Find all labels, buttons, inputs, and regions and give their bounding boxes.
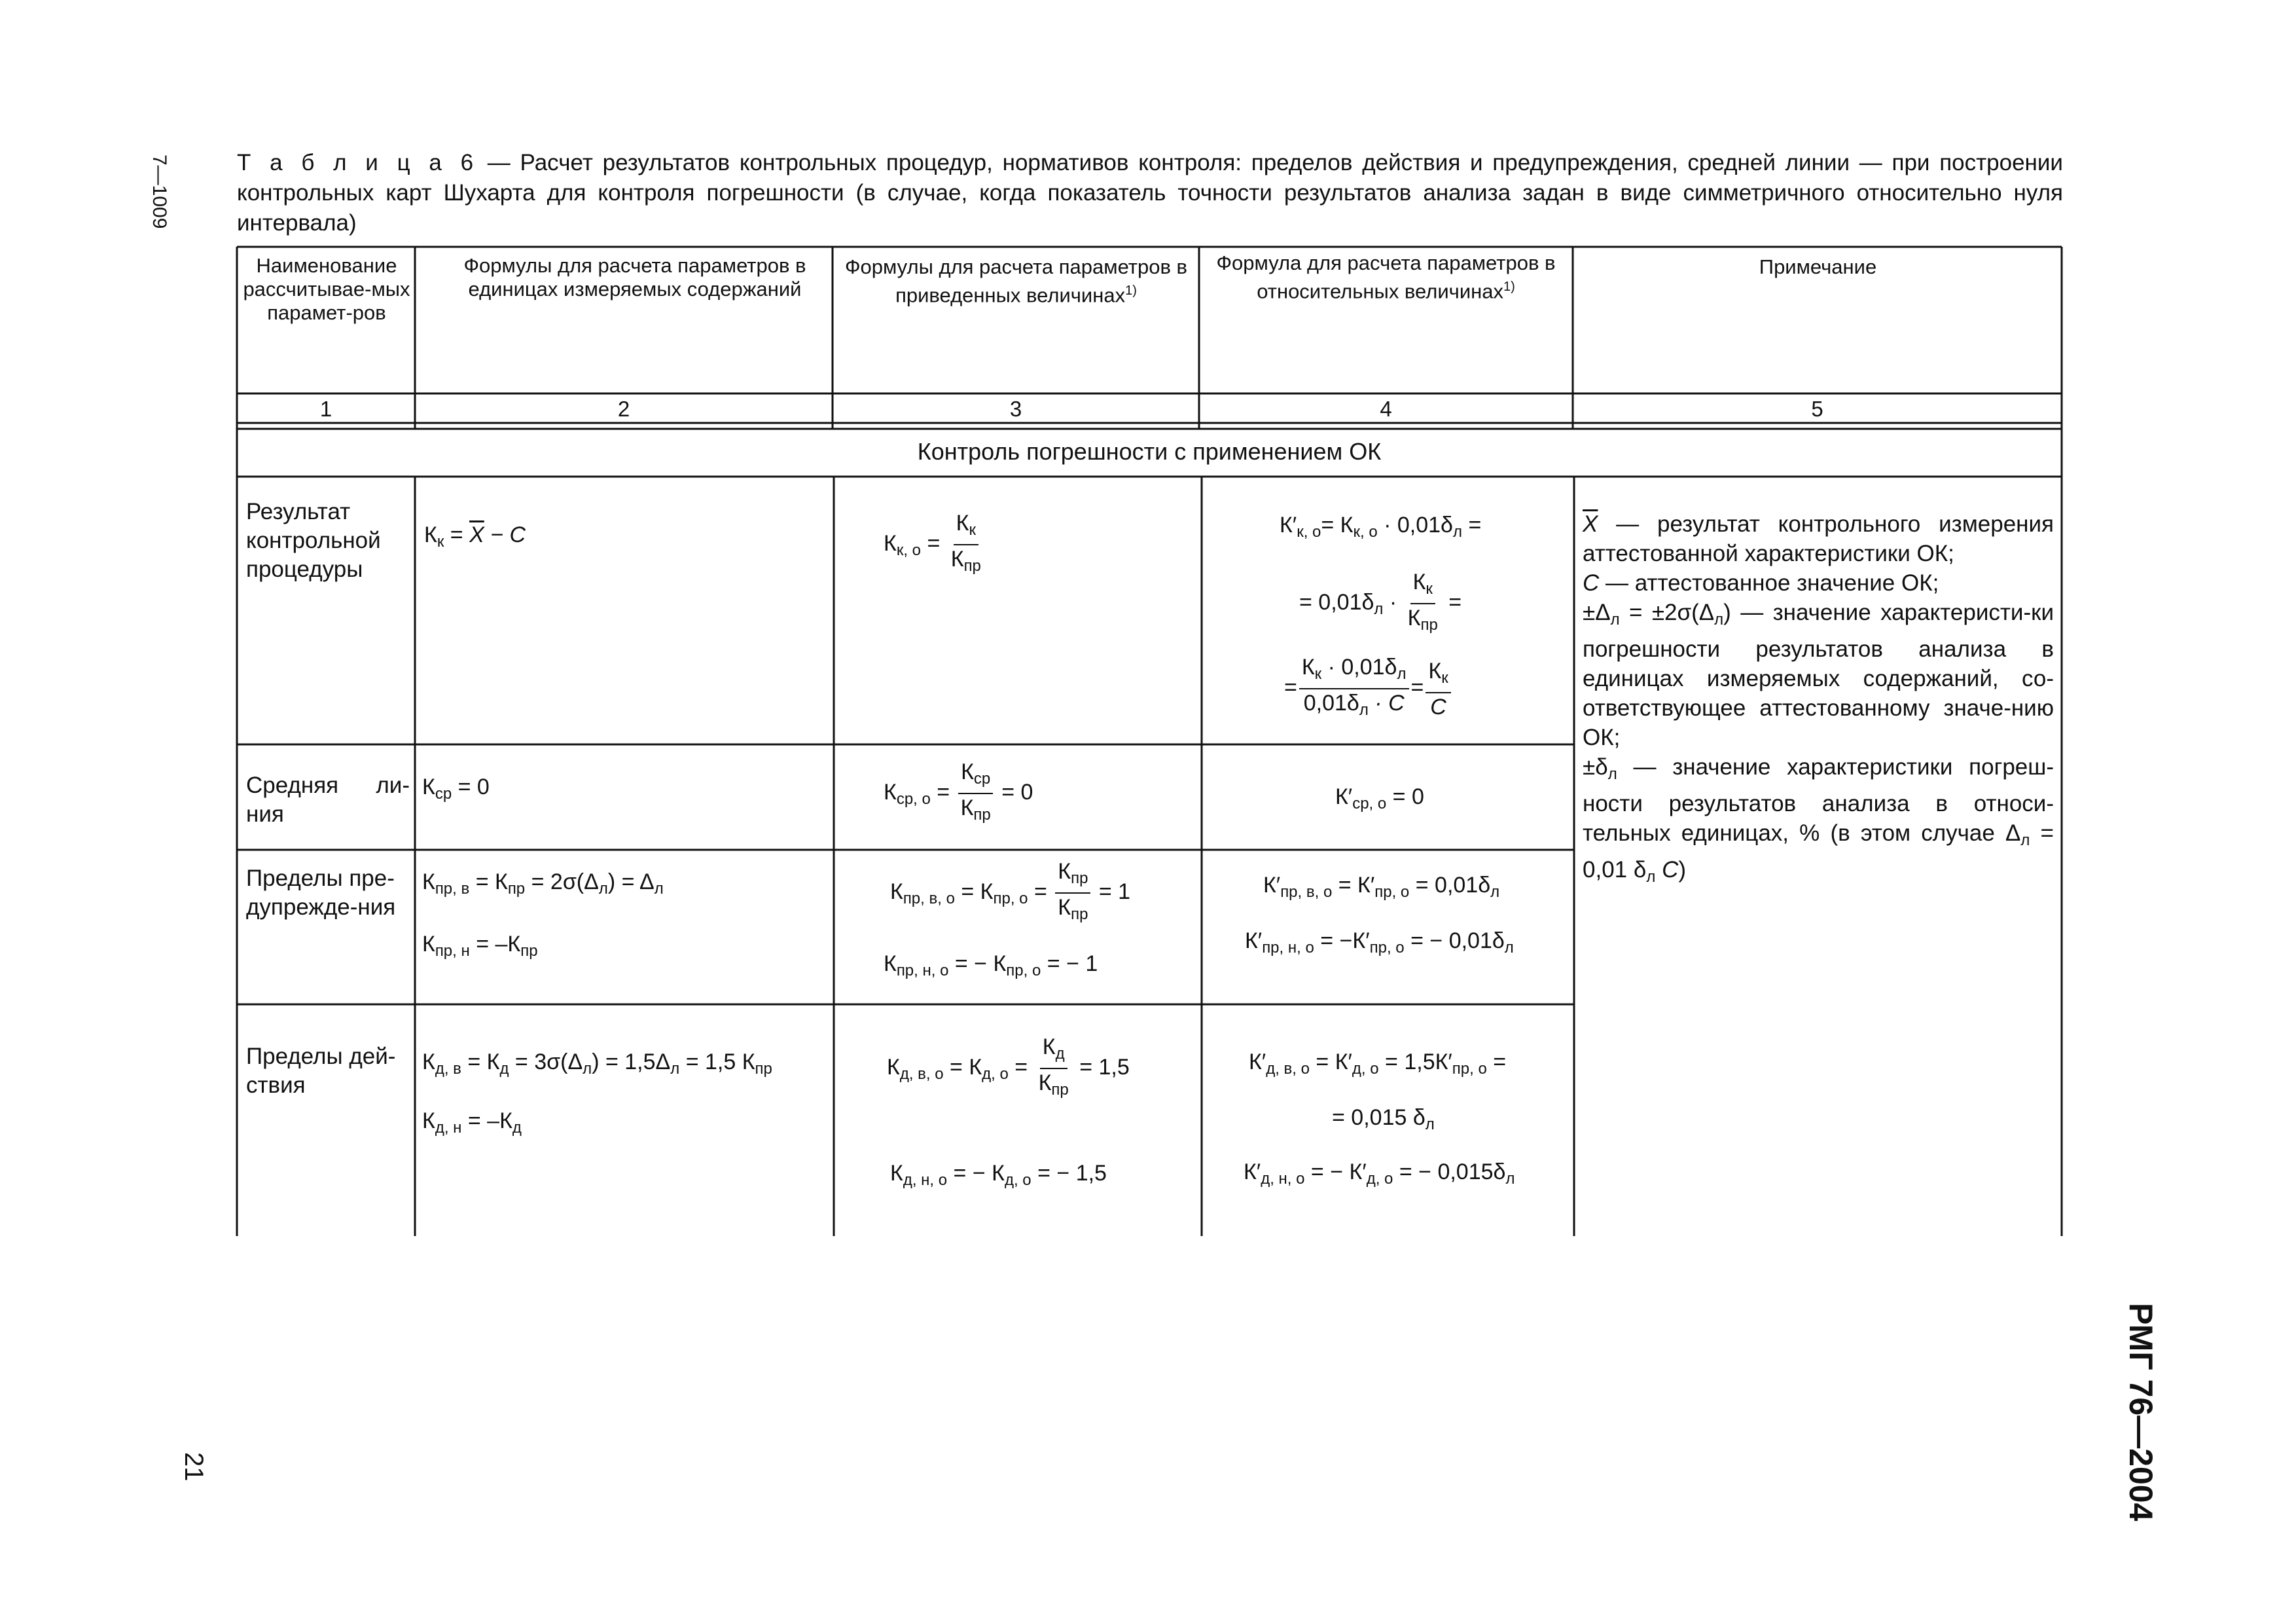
formula-sub: к, о (896, 541, 921, 559)
formula-sub: ср, о (1352, 795, 1387, 812)
formula-part: К (422, 869, 435, 894)
header-col3-footnote: 1) (1125, 283, 1137, 298)
print-code: 7—1009 (149, 155, 170, 229)
formula-part: = (1486, 1049, 1507, 1074)
header-col4-footnote: 1) (1503, 280, 1515, 294)
header-col5: Примечание (1759, 255, 1877, 278)
formula-sub: пр, о (1452, 1060, 1487, 1078)
formula-part: 0,01δ (1303, 691, 1359, 716)
formula-part: = − 0,01δ (1404, 928, 1505, 953)
formula-fraction (1426, 659, 1450, 720)
note-text: ±δ (1583, 754, 1608, 780)
formula-sub: д, о (982, 1065, 1009, 1083)
formula-part: К (960, 795, 974, 820)
formula-sub: д, н (435, 1119, 462, 1137)
formula-sub: л (1374, 600, 1384, 618)
row-center-col3-formula (884, 759, 1033, 828)
note-paragraph (1583, 598, 2054, 752)
row-action-col3-line1 (887, 1034, 1130, 1103)
row-result-col3-formula (884, 511, 986, 579)
fraction-denominator: C (1430, 694, 1446, 720)
note-text: — значение характеристики погреш-ности результатов анализа в относи-тельных единицах, % (в этом случае (1583, 754, 2054, 846)
formula-sub: к (437, 533, 444, 551)
column-number-2: 2 (617, 397, 630, 421)
row-result-col4-line1 (1280, 511, 1481, 547)
note-paragraph (1583, 752, 2054, 892)
formula-sub: д, о (1352, 1060, 1379, 1078)
formula-sub: л (1425, 1116, 1435, 1133)
formula-part: = 0 (452, 775, 490, 799)
row-action-col4-line1 (1249, 1048, 1506, 1084)
page-number: 21 (179, 1452, 208, 1482)
row-result-col4-line2 (1299, 570, 1462, 638)
formula-fraction (1055, 859, 1090, 927)
note-sub: л (1714, 611, 1724, 629)
formula-part: К (422, 932, 435, 957)
row-center-col4-formula (1335, 782, 1424, 818)
formula-part: = (1442, 589, 1462, 615)
formula-sub: л (583, 1060, 592, 1078)
row-warning-col4-line1 (1263, 871, 1499, 907)
formula-sub: д, н, о (903, 1171, 948, 1189)
fraction-denominator (1405, 604, 1441, 638)
row-warning-col3-line2 (884, 949, 1098, 985)
formula-part: = 1 (1092, 879, 1131, 904)
formula-sub: д (499, 1060, 509, 1078)
note-text: — результат контрольного измерения аттестованной характеристики ОК; (1583, 511, 2054, 566)
formula-part: К (1042, 1034, 1056, 1059)
column-number-1: 1 (319, 397, 332, 421)
formula-part: К (1058, 859, 1071, 884)
formula-part: = 0 (995, 779, 1033, 805)
formula-fraction (1299, 655, 1409, 723)
column-number-4: 4 (1380, 397, 1392, 421)
formula-sub: л (1359, 701, 1369, 719)
section-title: Контроль погрешности с применением ОК (917, 438, 1382, 465)
formula-sub: пр (507, 880, 526, 898)
formula-part: К (890, 879, 903, 904)
formula-sub: пр, о (1369, 939, 1405, 957)
header-col3-text: Формулы для расчета параметров в приведенных величинах (844, 255, 1188, 307)
formula-sub: к, о (1297, 523, 1321, 541)
formula-sub: л (1504, 939, 1514, 957)
formula-part: · C (1368, 691, 1405, 716)
note-text: ) — значение характеристи-ки погрешности результатов анализа в единицах измеряемых содержаний, со-ответствующее аттестованному значе-нию ОК; (1583, 600, 2054, 750)
formula-sub: л (598, 880, 608, 898)
formula-part: К′ (1263, 873, 1281, 898)
formula-part: = К (469, 869, 508, 894)
formula-sub: л (670, 1060, 680, 1078)
formula-part: К (884, 530, 897, 556)
fraction-denominator (948, 545, 984, 579)
document-code: РМГ 76—2004 (2123, 1303, 2159, 1522)
formula-part: К (1412, 570, 1426, 594)
formula-part: = –К (461, 1108, 512, 1133)
formula-part: = К (461, 1049, 500, 1074)
formula-sub: ср (435, 785, 452, 803)
formula-sub: ср, о (896, 790, 931, 808)
formula-part: = 0,01δ (1299, 589, 1374, 615)
note-text: ±Δ (1583, 600, 1611, 625)
formula-part: = 0,015 δ (1332, 1105, 1426, 1130)
row-action-col2-line1 (422, 1048, 772, 1084)
formula-sub: пр, в, о (1280, 883, 1333, 901)
formula-part: = (1410, 674, 1424, 700)
formula-part: К′ (1335, 784, 1353, 809)
formula-sub: ср (973, 770, 991, 788)
formula-sub: пр, в (435, 880, 470, 898)
formula-xbar: $\overline{X}$ (469, 522, 484, 547)
formula-part: ) = Δ (607, 869, 655, 894)
row-center-name: Средняя ли-ния (246, 773, 410, 827)
formula-sub: л (1453, 523, 1463, 541)
formula-sub: д, о (1366, 1170, 1393, 1188)
formula-part: К (950, 547, 964, 572)
fraction-denominator (958, 794, 994, 828)
formula-sub: л (654, 880, 664, 898)
row-warning-name: Пределы пре-дупрежде-ния (246, 866, 396, 920)
formula-part: = 0,01δ (1409, 873, 1491, 898)
formula-part: · 0,01δ (1377, 513, 1453, 538)
formula-sub: к (1426, 580, 1433, 598)
formula-part: К (1428, 658, 1442, 684)
formula-part: К (424, 522, 437, 547)
note-text: = 0,01 δ (1583, 820, 2054, 883)
header-col3 (844, 255, 1188, 307)
formula-part: = К′ (1309, 1049, 1352, 1074)
formula-part: · (1383, 589, 1403, 615)
note-sub: л (1607, 765, 1617, 783)
formula-part: К′ (1249, 1049, 1266, 1074)
row-result-col4-line3 (1284, 655, 1453, 723)
fraction-numerator (954, 511, 978, 545)
formula-part: = − К (947, 1161, 1005, 1186)
formula-fraction (948, 511, 984, 579)
fraction-numerator (1055, 859, 1090, 894)
formula-part: К (890, 1161, 903, 1186)
formula-sub: пр (1420, 616, 1438, 634)
formula-part: К (956, 511, 969, 536)
formula-sub: л (1397, 665, 1407, 683)
formula-sub: д, н, о (1261, 1170, 1305, 1188)
formula-sub: к, о (1353, 523, 1378, 541)
row-action-col4-line3 (1244, 1158, 1515, 1194)
formula-sub: д, в (435, 1060, 461, 1078)
formula-sub: пр, о (1006, 962, 1041, 979)
formula-part: К (1038, 1070, 1052, 1095)
formula-part: = − 1,5 (1031, 1161, 1107, 1186)
formula-part: = 1,5 (1073, 1054, 1130, 1080)
formula-sub: л (1490, 883, 1500, 901)
note-variable: C (1655, 857, 1679, 883)
formula-part: К (961, 759, 974, 784)
row-warning-col2-line1 (422, 867, 664, 903)
row-action-col3-line2 (890, 1159, 1107, 1195)
formula-fraction (1036, 1034, 1071, 1103)
formula-part: К (422, 775, 435, 799)
row-result-name: Результат контрольной процедуры (246, 499, 381, 582)
formula-part: К (884, 779, 897, 805)
formula-sub: пр (973, 806, 991, 824)
formula-part: К (422, 1108, 435, 1133)
note-sub: л (2020, 831, 2030, 849)
formula-part: − C (484, 522, 526, 547)
formula-sub: пр, о (1374, 883, 1410, 901)
row-warning-col4-line2 (1245, 926, 1514, 962)
formula-sub: д, в, о (1266, 1060, 1310, 1078)
formula-part: = (930, 779, 956, 805)
row-action-col2-line2 (422, 1106, 522, 1142)
formula-sub: д, в, о (899, 1065, 944, 1083)
note-text: — аттестованное значение ОК; (1599, 570, 1939, 596)
formula-sub: пр, н, о (896, 962, 949, 979)
formula-part: К (887, 1054, 900, 1080)
formula-sub: д (1055, 1045, 1065, 1063)
formula-sub: пр, н, о (1262, 939, 1314, 957)
formula-part: = − К (948, 951, 1007, 976)
formula-sub: пр (963, 557, 981, 575)
formula-part: = К′ (1332, 873, 1375, 898)
formula-part: = (1462, 513, 1482, 538)
formula-sub: пр, в, о (903, 889, 955, 907)
formula-sub: пр (520, 942, 538, 960)
note-paragraph (1583, 568, 2054, 598)
formula-part: К′ (1280, 513, 1297, 538)
formula-sub: пр, н (435, 942, 470, 960)
formula-part: = 1,5К′ (1378, 1049, 1452, 1074)
formula-sub: пр (1071, 905, 1088, 923)
row-action-col4-line2 (1332, 1103, 1435, 1139)
formula-part: = К (943, 1054, 982, 1080)
row-action-name: Пределы дей-ствия (246, 1044, 396, 1098)
formula-sub: д, о (1004, 1171, 1031, 1189)
formula-part: = 2σ(Δ (525, 869, 599, 894)
formula-sub: пр (1051, 1081, 1069, 1099)
note-sub: л (1610, 611, 1620, 629)
header-col1: Наименование рассчитывае-мых парамет-ров (243, 254, 410, 324)
formula-part: = 0 (1386, 784, 1424, 809)
formula-part: К (1058, 895, 1071, 920)
formula-part: = 3σ(Δ (509, 1049, 583, 1074)
fraction-numerator (1299, 655, 1409, 689)
formula-part: = 1,5 К (679, 1049, 755, 1074)
formula-part: = (1028, 879, 1054, 904)
formula-part: = (1284, 674, 1297, 700)
formula-part: = (444, 522, 470, 547)
formula-sub: л (1505, 1170, 1515, 1188)
formula-sub: к (1441, 668, 1448, 687)
caption-label: Т а б л и ц а 6 (237, 150, 478, 175)
formula-part: К (1407, 606, 1421, 630)
note-sub: л (1646, 868, 1656, 886)
note-variable: $\overline{X}$ (1583, 511, 1598, 537)
header-col4-text: Формула для расчета параметров в относительных величинах (1216, 251, 1556, 303)
formula-part: = –К (469, 932, 521, 957)
formula-part: = К (954, 879, 994, 904)
fraction-numerator (958, 759, 993, 794)
formula-part: = − 0,015δ (1393, 1159, 1506, 1184)
fraction-denominator (1301, 689, 1407, 723)
formula-part: = (1008, 1054, 1034, 1080)
fraction-numerator (1426, 659, 1450, 693)
note-paragraph (1583, 509, 2054, 568)
formula-sub: к (1314, 665, 1322, 683)
row-warning-col3-line1 (890, 859, 1130, 927)
formula-part: = (921, 530, 946, 556)
column-number-3: 3 (1009, 397, 1022, 421)
formula-sub: д (512, 1119, 522, 1137)
formula-part: ) = 1,5Δ (592, 1049, 671, 1074)
note-text: Δ (2005, 820, 2021, 846)
header-col4 (1211, 251, 1561, 303)
fraction-denominator (1036, 1069, 1071, 1103)
formula-part: К′ (1245, 928, 1263, 953)
note-variable: C (1583, 570, 1600, 596)
formula-sub: пр, о (993, 889, 1028, 907)
fraction-numerator (1410, 570, 1435, 604)
formula-sub: пр (1071, 869, 1088, 887)
fraction-numerator (1040, 1034, 1067, 1069)
notes-cell (1583, 509, 2054, 892)
header-col2: Формулы для расчета параметров в единицах измеряемых содержаний (463, 254, 806, 301)
note-text: = ±2σ(Δ (1619, 600, 1715, 625)
formula-part: К (884, 951, 897, 976)
fraction-denominator (1055, 894, 1090, 927)
column-number-5: 5 (1811, 397, 1823, 421)
row-center-col2-formula (422, 773, 490, 809)
formula-sub: к (969, 521, 976, 539)
formula-sub: пр (755, 1060, 772, 1078)
note-text: ) (1678, 857, 1686, 883)
formula-part: К (422, 1049, 435, 1074)
formula-part: = К (1321, 513, 1354, 538)
row-warning-col2-line2 (422, 930, 538, 966)
formula-fraction (958, 759, 994, 828)
formula-part: = −К′ (1314, 928, 1370, 953)
formula-part: К (1301, 655, 1315, 680)
formula-part: · 0,01δ (1321, 655, 1397, 680)
formula-fraction (1405, 570, 1441, 638)
row-result-col2-formula (424, 520, 526, 556)
formula-part: = − К′ (1304, 1159, 1367, 1184)
caption-text: — Расчет результатов контрольных процедур, нормативов контроля: пределов действия и предупреждения, средней линии — при построении контрольных карт Шухарта для контроля погрешности (в случае, когда показатель точности результатов анализа задан в виде симметричного относительно нуля интервала) (237, 150, 2063, 236)
formula-part: К′ (1244, 1159, 1261, 1184)
formula-part: = − 1 (1041, 951, 1098, 976)
